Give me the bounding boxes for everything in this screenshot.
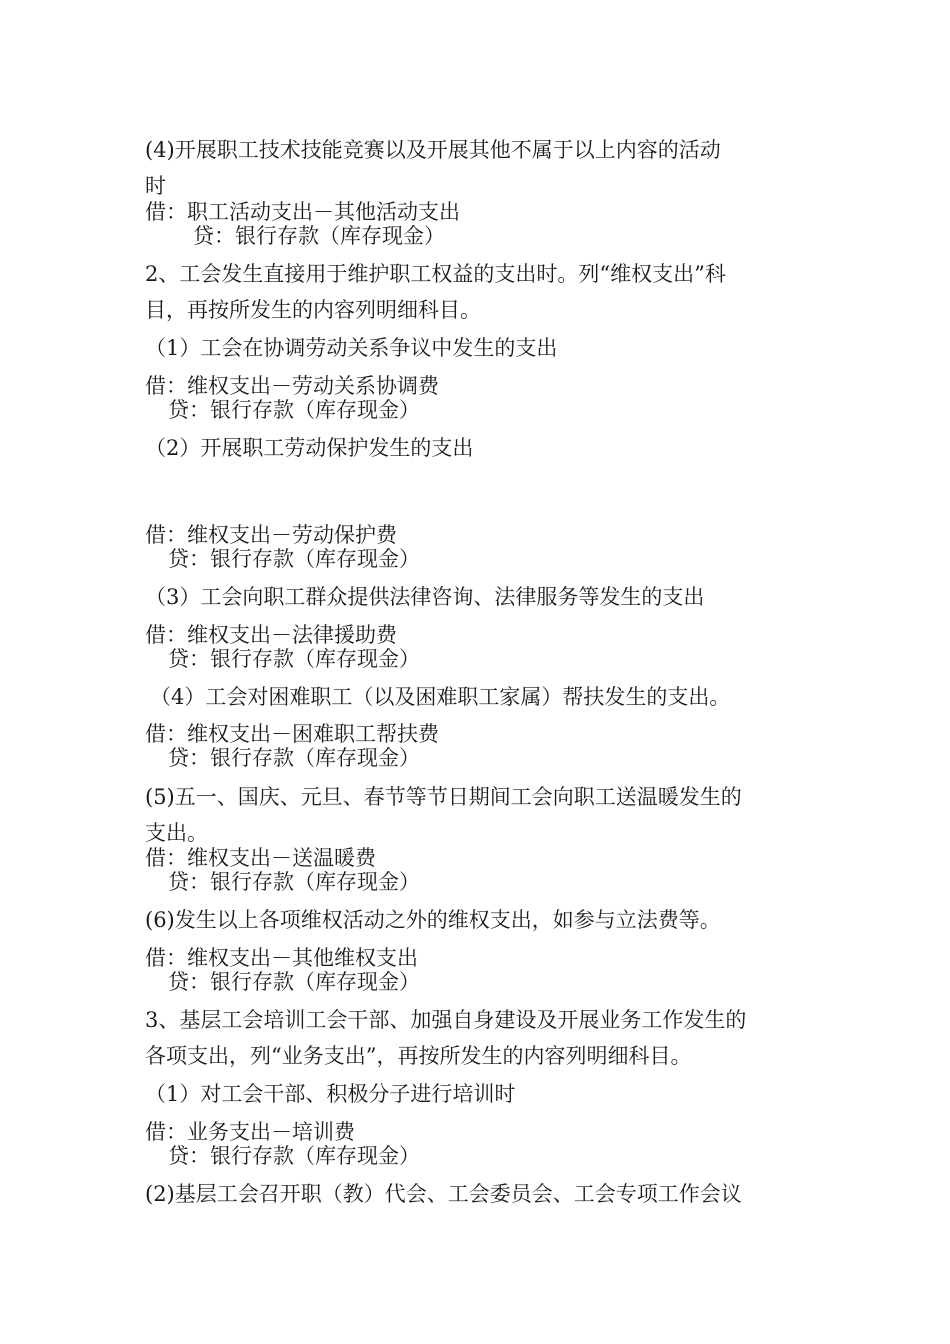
text-line: 支出。 <box>145 821 208 845</box>
text-line: 各项支出，列“业务支出”，再按所发生的内容列明细科目。 <box>145 1044 692 1068</box>
text-line: (2)基层工会召开职（教）代会、工会委员会、工会专项工作会议 <box>145 1182 742 1206</box>
text-line: （2）开展职工劳动保护发生的支出 <box>145 436 474 460</box>
text-line: （1）工会在协调劳动关系争议中发生的支出 <box>145 336 558 360</box>
text-line: 贷：银行存款（库存现金） <box>168 647 420 671</box>
text-line: 3、基层工会培训工会干部、加强自身建设及开展业务工作发生的 <box>145 1008 747 1032</box>
text-line: 贷：银行存款（库存现金） <box>168 398 420 422</box>
text-line: 目，再按所发生的内容列明细科目。 <box>145 298 481 322</box>
text-line: 贷：银行存款（库存现金） <box>168 870 420 894</box>
text-line: (5)五一、国庆、元旦、春节等节日期间工会向职工送温暖发生的 <box>145 785 742 809</box>
text-line: 借：维权支出－其他维权支出 <box>145 946 418 970</box>
text-line: 借：维权支出－法律援助费 <box>145 623 397 647</box>
text-line: 借：维权支出－困难职工帮扶费 <box>145 722 439 746</box>
text-line: 贷：银行存款（库存现金） <box>168 547 420 571</box>
text-line: 贷：银行存款（库存现金） <box>168 1144 420 1168</box>
text-line: 借：职工活动支出－其他活动支出 <box>145 200 460 224</box>
text-line: （1）对工会干部、积极分子进行培训时 <box>145 1082 516 1106</box>
text-line: 时 <box>145 174 166 198</box>
text-line: 借：维权支出－送温暖费 <box>145 846 376 870</box>
text-line: 贷：银行存款（库存现金） <box>168 970 420 994</box>
text-line: (6)发生以上各项维权活动之外的维权支出，如参与立法费等。 <box>145 908 721 932</box>
text-line: 借：维权支出－劳动保护费 <box>145 523 397 547</box>
text-line: 借：维权支出－劳动关系协调费 <box>145 374 439 398</box>
text-line: 贷：银行存款（库存现金） <box>193 224 445 248</box>
text-line: 贷：银行存款（库存现金） <box>168 746 420 770</box>
text-line: （4）工会对困难职工（以及困难职工家属）帮扶发生的支出。 <box>150 685 731 709</box>
text-line: (4)开展职工技术技能竞赛以及开展其他不属于以上内容的活动 <box>145 138 721 162</box>
text-line: 借：业务支出－培训费 <box>145 1120 355 1144</box>
text-line: （3）工会向职工群众提供法律咨询、法律服务等发生的支出 <box>145 585 705 609</box>
text-line: 2、工会发生直接用于维护职工权益的支出时。列“维权支出”科 <box>145 262 726 286</box>
